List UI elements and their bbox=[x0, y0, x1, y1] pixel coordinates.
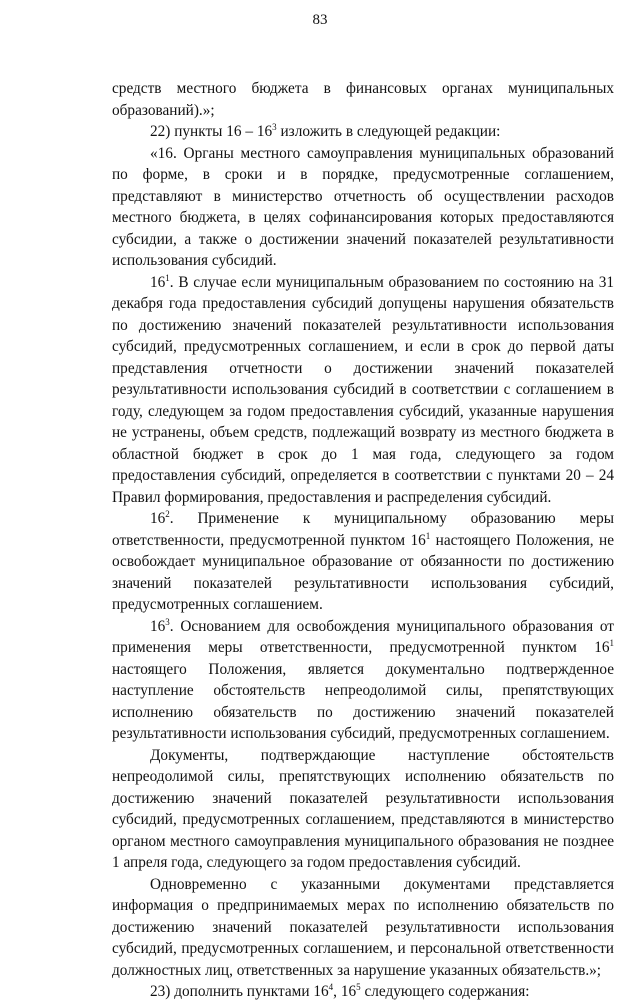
page-number: 83 bbox=[312, 12, 328, 28]
text-run: . Применение к муниципальному образованию меры ответственности, предусмотренной пунктом 16 bbox=[112, 510, 614, 549]
text-run: «16. Органы местного самоуправления муниципальных образований по форме, в сроки и в порядке, предусмотренные соглашением, представляют в министерство отчетность об осуществлении расходов местного бюджета, в целях софинансирования которых предоставляются субсидии, а также о достижении значений показателей результативности использования субсидий. bbox=[112, 144, 614, 269]
text-run: следующего содержания: bbox=[360, 983, 530, 1000]
text-run: 16 bbox=[150, 510, 166, 527]
paragraph-p5 bbox=[112, 616, 614, 745]
text-run: , 16 bbox=[333, 983, 357, 1000]
text-run: 22) пункты 16 – 16 bbox=[150, 123, 273, 140]
text-run: настоящего Положения, не освобождает муниципальное образование от обязанности по достижению значений показателей результативности использования субсидий, предусмотренных соглашением. bbox=[112, 531, 614, 613]
superscript: 4 bbox=[328, 982, 334, 992]
text-run: изложить в следующей редакции: bbox=[276, 123, 501, 140]
superscript: 3 bbox=[272, 122, 277, 132]
paragraph-p1 bbox=[112, 121, 614, 143]
paragraph-p8 bbox=[112, 981, 614, 1003]
superscript: 3 bbox=[165, 616, 170, 627]
text-run: 16 bbox=[150, 273, 166, 291]
document-body bbox=[112, 78, 614, 1003]
superscript: 2 bbox=[165, 509, 170, 519]
text-run: Документы, подтверждающие наступление обстоятельств непреодолимой силы, препятствующих исполнению обязательств по достижению значений показателей результативности использования субсидий, предусмотренных соглашением, представляются в министерство органом местного самоуправления муниципального образования не позднее 1 апреля года, следующего за годом предоставления субсидий. bbox=[112, 746, 614, 871]
superscript: 1 bbox=[609, 638, 614, 648]
superscript: 1 bbox=[165, 272, 170, 283]
superscript: 5 bbox=[356, 982, 361, 992]
text-run: средств местного бюджета в финансовых органах муниципальных образований).»; bbox=[112, 80, 614, 119]
paragraph-p0 bbox=[112, 78, 614, 121]
text-run: Одновременно с указанными документами представляется информация о предпринимаемых мерах по исполнению обязательств по достижению значений показателей результативности использования субсидий, предусмотренных соглашением, и персональной ответственности должностных лиц, ответственных за нарушение указанных обязательств.»; bbox=[112, 875, 614, 979]
text-run: 23) дополнить пунктами 16 bbox=[150, 983, 329, 1000]
paragraph-p2 bbox=[112, 143, 614, 272]
text-run: . В случае если муниципальным образованием по состоянию на 31 декабря года предоставления субсидий допущены нарушения обязательств по достижению значений показателей результативности использования субсидий, предусмотренных соглашением, и если в срок до первой даты представления отчетности о достижении значений показателей результативности использования субсидий в соответствии с соглашением в году, следующем за годом предоставления субсидий, указанные нарушения не устранены, объем средств, подлежащий возврату из местного бюджета в областной бюджет в срок до 1 мая года, следующего за годом предоставления субсидий, определяется в соответствии с пунктами 20 – 24 Правил формирования, предоставления и распределения субсидий. bbox=[112, 273, 614, 506]
text-run: 16 bbox=[150, 617, 166, 635]
text-run: . Основанием для освобождения муниципального образования от применения меры ответственности, предусмотренной пунктом 16 bbox=[112, 617, 614, 656]
paragraph-p6 bbox=[112, 745, 614, 874]
text-run: настоящего Положения, является документально подтвержденное наступление обстоятельств непреодолимой силы, препятствующих исполнению обязательств по достижению значений показателей результативности использования субсидий, предусмотренных соглашением. bbox=[112, 660, 614, 742]
paragraph-p4 bbox=[112, 508, 614, 616]
paragraph-p7 bbox=[112, 874, 614, 982]
paragraph-p3 bbox=[112, 272, 614, 509]
superscript: 1 bbox=[425, 530, 431, 541]
